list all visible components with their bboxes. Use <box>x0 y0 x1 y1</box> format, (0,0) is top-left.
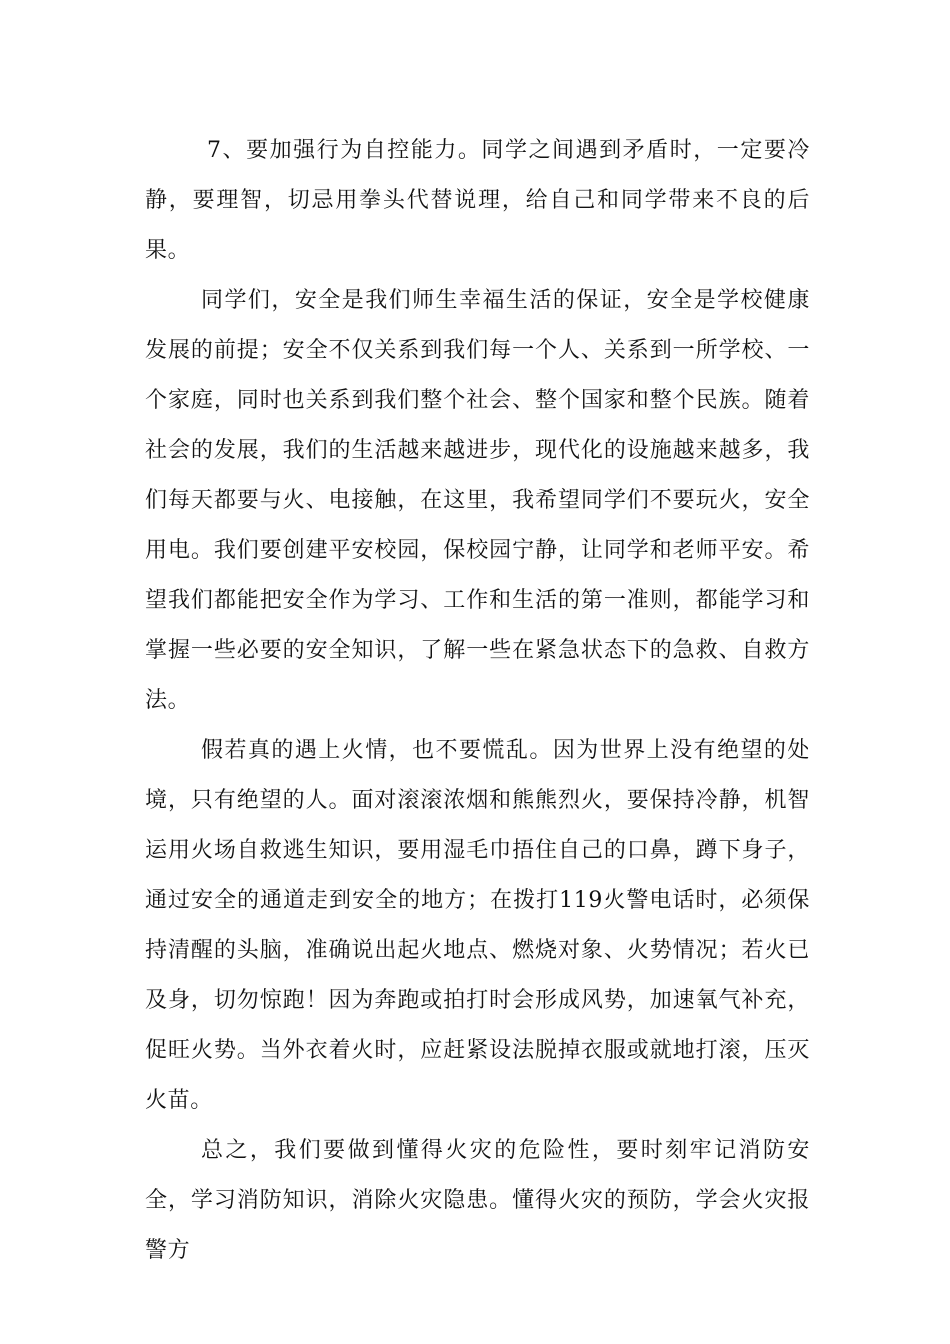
body-text <box>145 126 810 1276</box>
paragraph-conclusion: 总之，我们要做到懂得火灾的危险性，要时刻牢记消防安全，学习消防知识，消除火灾隐患。懂得火灾的预防，学会火灾报警方 <box>145 1138 810 1263</box>
paragraph-self-control: 7、要加强行为自控能力。同学之间遇到矛盾时，一定要冷静，要理智，切忌用拳头代替说理，给自己和同学带来不良的后果。 <box>145 138 810 263</box>
paragraph-fire-escape: 假若真的遇上火情，也不要慌乱。因为世界上没有绝望的处境，只有绝望的人。面对滚滚浓烟和熊熊烈火，要保持冷静，机智运用火场自救逃生知识，要用湿毛巾捂住自己的口鼻，蹲下身子，通过安全的通道走到安全的地方；在拨打119火警电话时，必须保持清醒的头脑，准确说出起火地点、燃烧对象、火势情况；若火已及身，切勿惊跑！因为奔跑或拍打时会形成风势，加速氧气补充，促旺火势。当外衣着火时，应赶紧设法脱掉衣服或就地打滚，压灭火苗。 <box>145 738 810 1113</box>
paragraph-safety-importance: 同学们，安全是我们师生幸福生活的保证，安全是学校健康发展的前提；安全不仅关系到我们每一个人、关系到一所学校、一个家庭，同时也关系到我们整个社会、整个国家和整个民族。随着社会的发展，我们的生活越来越进步，现代化的设施越来越多，我们每天都要与火、电接触，在这里，我希望同学们不要玩火，安全用电。我们要创建平安校园，保校园宁静，让同学和老师平安。希望我们都能把安全作为学习、工作和生活的第一准则，都能学习和掌握一些必要的安全知识，了解一些在紧急状态下的急救、自救方法。 <box>145 288 810 713</box>
